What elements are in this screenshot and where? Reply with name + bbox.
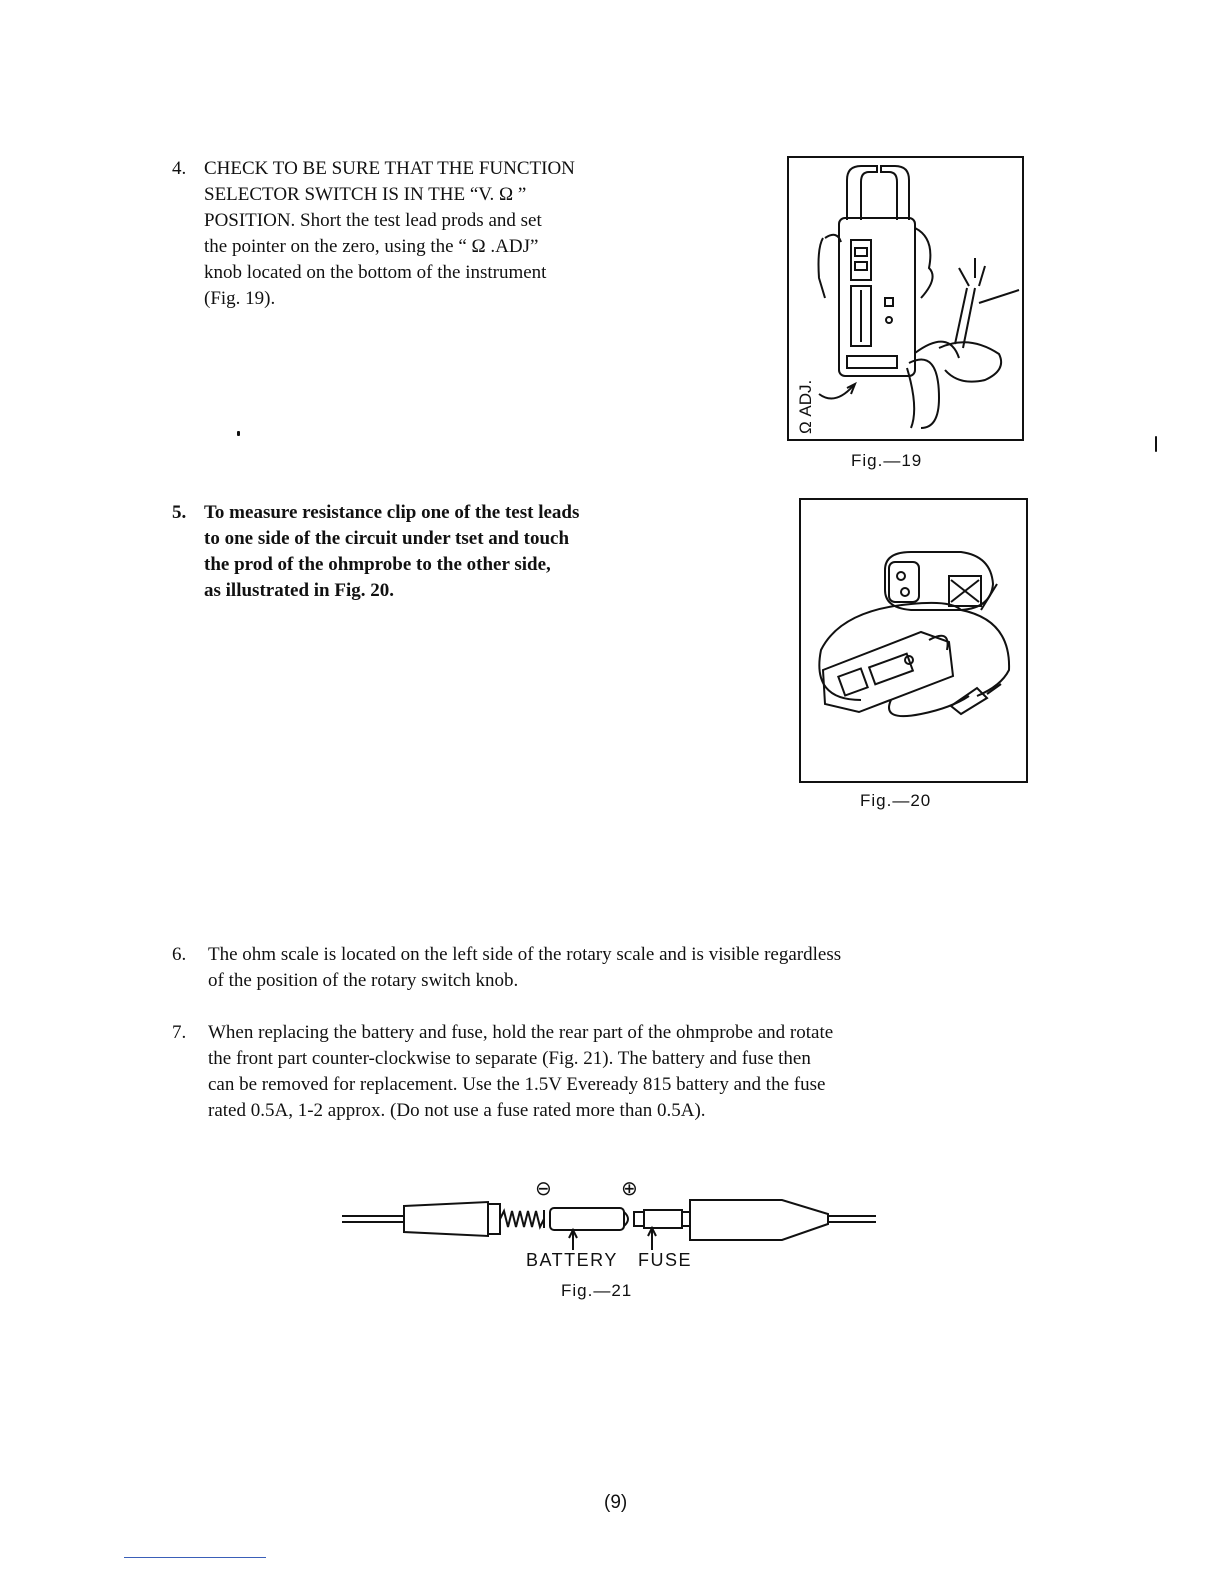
page-number: (9) bbox=[604, 1492, 628, 1513]
text-line: SELECTOR SWITCH IS IN THE “V. Ω ” bbox=[204, 184, 527, 205]
figure-21-caption: Fig.—21 bbox=[561, 1281, 633, 1300]
text-line: to one side of the circuit under tset and touch bbox=[204, 528, 570, 549]
item-text bbox=[204, 156, 644, 312]
text-line: the prod of the ohmprobe to the other side, bbox=[204, 554, 551, 575]
figure-19-caption: Fig.—19 bbox=[851, 451, 923, 470]
text-line: can be removed for replacement. Use the 1.5V Eveready 815 battery and the fuse bbox=[208, 1074, 826, 1095]
text-line: (Fig. 19). bbox=[204, 288, 276, 309]
adjust-label: Ω ADJ. bbox=[796, 379, 815, 434]
text-line: The ohm scale is located on the left side of the rotary scale and is visible regardless bbox=[208, 944, 842, 965]
item-text bbox=[208, 942, 1028, 994]
text-line: POSITION. Short the test lead prods and set bbox=[204, 210, 542, 231]
text-line: the front part counter-clockwise to separate (Fig. 21). The battery and fuse then bbox=[208, 1048, 811, 1069]
battery-label: BATTERY bbox=[526, 1250, 618, 1270]
item-number: 7. bbox=[172, 1022, 187, 1043]
text-line: knob located on the bottom of the instrument bbox=[204, 262, 547, 283]
clamp-meter-zero-adjust-illustration bbox=[789, 158, 1022, 439]
ohmprobe-exploded-illustration bbox=[338, 1192, 898, 1252]
bottom-rule bbox=[124, 1557, 266, 1558]
item-text bbox=[208, 1020, 1028, 1124]
item-number: 4. bbox=[172, 158, 187, 179]
figure-20-frame bbox=[799, 498, 1028, 783]
text-line: When replacing the battery and fuse, hold the rear part of the ohmprobe and rotate bbox=[208, 1022, 834, 1043]
scan-speck bbox=[237, 431, 240, 436]
item-number: 5. bbox=[172, 502, 187, 523]
text-line: To measure resistance clip one of the test leads bbox=[204, 502, 580, 523]
text-line: the pointer on the zero, using the “ Ω .ADJ” bbox=[204, 236, 539, 257]
minus-symbol: ⊖ bbox=[535, 1178, 554, 1200]
resistance-measurement-illustration bbox=[801, 500, 1026, 781]
text-line: as illustrated in Fig. 20. bbox=[204, 580, 395, 601]
item-text bbox=[204, 500, 649, 604]
item-number: 6. bbox=[172, 944, 187, 965]
fuse-label: FUSE bbox=[638, 1250, 693, 1270]
scan-speck bbox=[1155, 436, 1157, 452]
plus-symbol: ⊕ bbox=[621, 1178, 640, 1200]
figure-19-frame bbox=[787, 156, 1024, 441]
figure-20-caption: Fig.—20 bbox=[860, 791, 932, 810]
text-line: CHECK TO BE SURE THAT THE FUNCTION bbox=[204, 158, 575, 179]
text-line: of the position of the rotary switch knob. bbox=[208, 970, 519, 991]
text-line: rated 0.5A, 1-2 approx. (Do not use a fuse rated more than 0.5A). bbox=[208, 1100, 706, 1121]
